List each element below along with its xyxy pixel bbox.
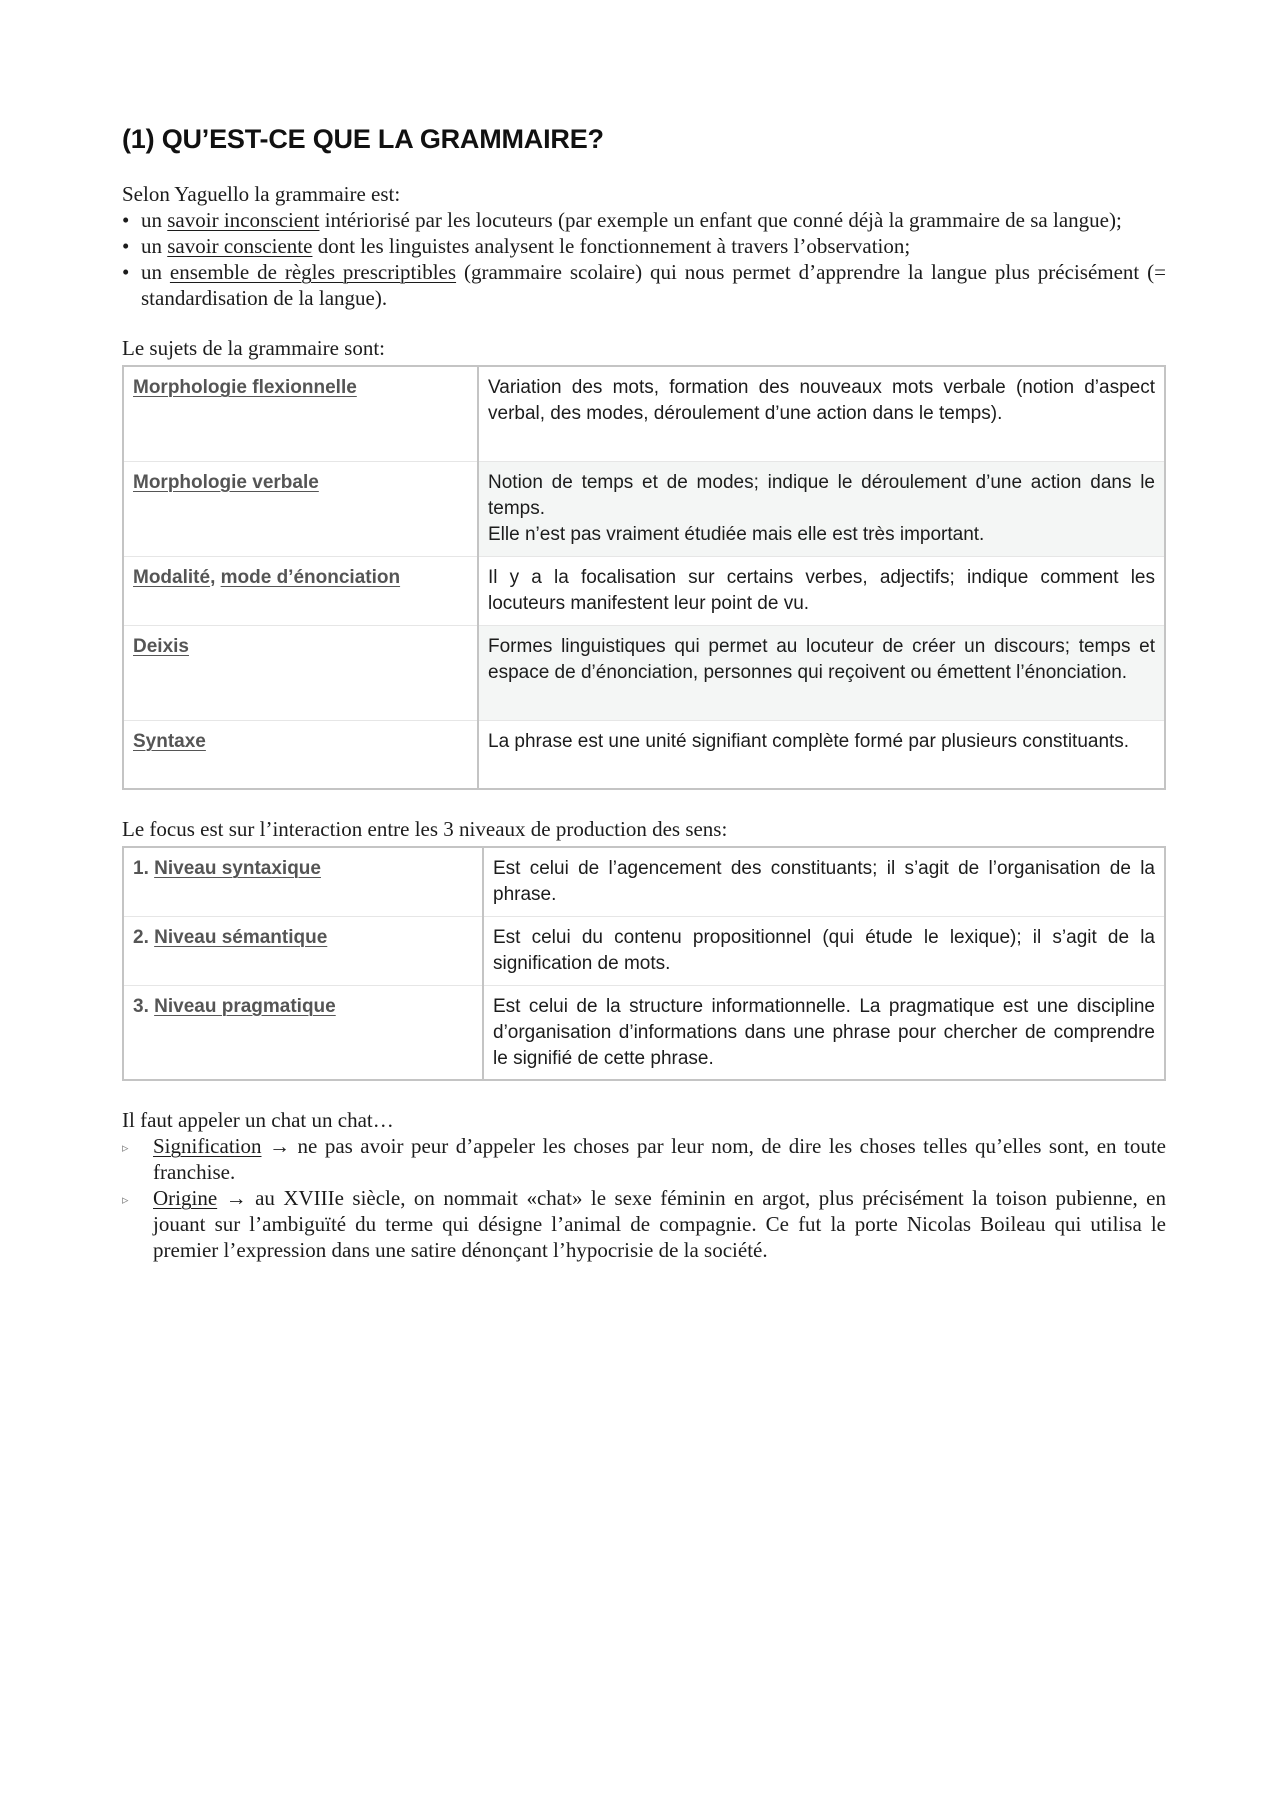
intro-text: Selon Yaguello la grammaire est:	[122, 182, 401, 206]
triangle-bullet-icon: ▹	[122, 1192, 129, 1207]
list-item: • un savoir consciente dont les linguistes analysent le fonctionnement à travers l’observation;	[122, 234, 911, 258]
level-name: Niveau syntaxique	[154, 858, 321, 879]
document-page	[122, 124, 1166, 1263]
underlined-term: Signification	[153, 1134, 262, 1158]
table-row	[123, 847, 1165, 916]
level-desc-cell: Est celui de l’agencement des constituants; il s’agit de l’organisation de la phrase.	[493, 858, 1155, 905]
underlined-term: Origine	[153, 1186, 218, 1210]
subject-desc-cell: Notion de temps et de modes; indique le déroulement d’une action dans le temps. Elle n’est pas vraiment étudiée mais elle est très important.	[478, 461, 1165, 556]
level-desc-cell: Est celui de la structure informationnelle. La pragmatique est une discipline d’organisation d’informations dans une phrase pour chercher de comprendre le signifié de cette phrase.	[483, 985, 1165, 1080]
definitions-section	[122, 181, 1166, 361]
list-item: ▹ Signification → ne pas avoir peur d’appeler les choses par leur nom, de dire les choses telles qu’elles sont, en toute franchise.	[122, 1134, 1166, 1184]
levels-section	[122, 816, 1166, 842]
subject-name: mode d’énonciation	[220, 566, 401, 588]
subject-name-cell	[123, 461, 478, 556]
subject-name: Morphologie verbale	[133, 471, 319, 493]
list-item: ▹ Origine → au XVIIIe siècle, on nommait «chat» le sexe féminin en argot, plus précisément la toison pubienne, en jouant sur l’ambiguïté du terme qui désigne l’animal de compagnie. Ce fut la porte Nicolas Boileau qui utilisa le premier l’expression dans une satire dénonçant l’hypocrisie de la société.	[122, 1186, 1166, 1262]
bullet-icon: •	[122, 208, 130, 232]
idiom-section	[122, 1107, 1166, 1263]
table-row	[123, 625, 1165, 720]
subject-name-cell	[123, 720, 478, 789]
list-item: • un savoir inconscient intériorisé par les locuteurs (par exemple un enfant que conné déjà la grammaire de sa langue);	[122, 208, 1122, 232]
table-row	[123, 720, 1165, 789]
subject-desc-cell: Variation des mots, formation des nouveaux mots verbale (notion d’aspect verbal, des modes, déroulement d’une action dans le temps).	[488, 377, 1155, 424]
level-desc-cell: Est celui du contenu propositionnel (qui étude le lexique); il s’agit de la signification de mots.	[483, 916, 1165, 985]
subject-name-cell: Modalité, mode d’énonciation	[123, 556, 478, 625]
subject-name: Syntaxe	[133, 730, 206, 752]
idiom-intro: Il faut appeler un chat un chat…	[122, 1108, 394, 1132]
list-item: • un ensemble de règles prescriptibles (grammaire scolaire) qui nous permet d’apprendre la langue plus précisément (= standardisation de la langue).	[122, 260, 1167, 310]
underlined-term: savoir consciente	[167, 234, 313, 258]
level-name: Niveau pragmatique	[154, 995, 336, 1017]
subject-name-cell	[123, 625, 478, 720]
page-title: (1) QU’EST-CE QUE LA GRAMMAIRE?	[122, 124, 604, 154]
subject-desc-cell: Il y a la focalisation sur certains verbes, adjectifs; indique comment les locuteurs manifestent leur point de vu.	[478, 556, 1165, 625]
table-row	[123, 461, 1165, 556]
definitions-list	[122, 207, 1166, 311]
subjects-table	[122, 365, 1166, 790]
subject-name: Morphologie flexionnelle	[133, 377, 357, 398]
bullet-icon: •	[122, 234, 130, 258]
bullet-icon: •	[122, 260, 130, 284]
level-name-cell: 2. Niveau sémantique	[123, 916, 483, 985]
levels-table	[122, 846, 1166, 1081]
underlined-term: ensemble de règles prescriptibles	[169, 260, 457, 284]
levels-intro: Le focus est sur l’interaction entre les 3 niveaux de production des sens:	[122, 817, 728, 841]
idiom-list	[122, 1133, 1166, 1263]
table-row	[123, 916, 1165, 985]
table-row	[123, 985, 1165, 1080]
subject-name: Modalité	[133, 566, 211, 588]
underlined-term: savoir inconscient	[167, 208, 320, 232]
subject-name-cell	[123, 366, 478, 461]
table-row	[123, 366, 1165, 461]
subjects-intro: Le sujets de la grammaire sont:	[122, 336, 386, 360]
level-name-cell: 1. Niveau syntaxique	[123, 847, 483, 916]
level-name: Niveau sémantique	[154, 926, 328, 948]
subject-desc-cell: La phrase est une unité signifiant complète formé par plusieurs constituants.	[478, 720, 1165, 789]
triangle-bullet-icon: ▹	[122, 1140, 129, 1155]
subject-desc-cell: Formes linguistiques qui permet au locuteur de créer un discours; temps et espace de d’énonciation, personnes qui reçoivent ou émettent l’énonciation.	[478, 625, 1165, 720]
subject-name: Deixis	[133, 635, 189, 657]
level-name-cell: 3. Niveau pragmatique	[123, 985, 483, 1080]
table-row	[123, 556, 1165, 625]
